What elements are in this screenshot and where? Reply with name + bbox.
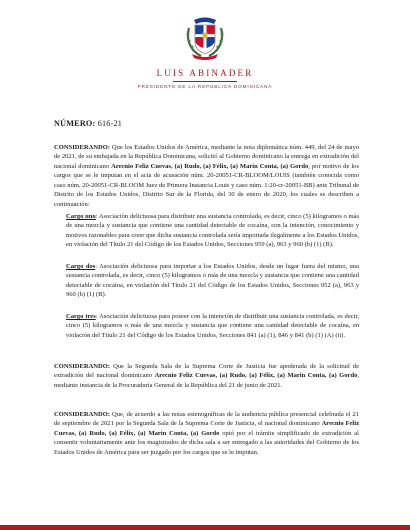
considerando-1-lead: CONSIDERANDO: (54, 144, 111, 151)
considerando-1-person: Arecnio Feliz Cuevas, (a) Rudo, (a) Félix, (a) Marin Conta, (a) Gordo (111, 162, 309, 170)
considerando-3-text-b: optó por el trámite simplificado de extradición al consentir voluntariamente ante los magistrados de dicha sala a ser entregado a las autoridades del Gobierno de los Estados Unidos de América para ser juzgado por los cargos que se le imputan. (54, 429, 359, 456)
considerando-3-lead: CONSIDERANDO: (54, 411, 111, 418)
considerando-1-text-a: Que los Estados Unidos de América, mediante la nota diplomática núm. 449, del 24 de mayo de 2021, de su embajada en la República Dominicana, solicitó al Gobierno dominicano la entrega en extradición del nacional dominicano (54, 144, 359, 170)
considerando-2-person: Arecnio Feliz Cuevas, (a) Rudo, (a) Félix, (a) Marin Conta, (a) Gordo (154, 372, 358, 380)
decree-number-value: 616-21 (97, 119, 123, 128)
considerando-2-text-b: , mediante instancia de la Procuraduría General de la República del 21 de junio de 2021. (54, 372, 359, 389)
header-name: LUIS ABINADER (156, 68, 254, 78)
considerando-3-text-a: Que, de acuerdo a las notas estenográficas de la audiencia pública presencial celebrada el 21 de septiembre de 2021 por la Segunda Sala de la Suprema Corte de Justicia, el nacional dominicano (54, 411, 359, 428)
coat-of-arms-icon (183, 14, 227, 62)
charge-one-text: : Asociación delictuosa para distribuir una sustancia controlada, es decir, cinco (5) kilogramos o más de una mezcla y sustancia que contiene una cantidad detectable de cocaína, con la intención, conocimiento y motivos razonables para creer que dicha sustancia controlada sería importada ilegalmente a los Estados Unidos, en violación del Título 21 del Código de los Estados Unidos, Secciones 959 (a), 963 y 960 (b) (1) (B). (66, 213, 360, 249)
considerando-1 (54, 143, 359, 209)
charge-two-label: Cargo dos (66, 263, 96, 270)
considerando-2-text-a: Que la Segunda Sala de la Suprema Corte de Justicia fue apoderada de la solicitud de extradición del nacional dominicano (54, 363, 359, 380)
header-divider (173, 81, 237, 82)
considerando-2 (54, 362, 359, 390)
charge-one (66, 212, 359, 250)
decree-number (54, 119, 122, 128)
charge-three (66, 312, 359, 340)
considerando-1-text-b: , por motivo de los cargos que se le imputan en el acta de acusación núm. 20-20051-CR-BLOOM/LOUIS (también conocida como caso núm. 20-20051-CR-BLOOM Juez de Primera Instancia Louis y caso núm. 1:20-cr-20051-BB) ante Tribunal de Distrito de los Estados Unidos, Distrito Sur de la Florida, del 30 de enero de 2020, los cuales se describen a continuación: (54, 162, 360, 208)
decree-number-label: NÚMERO: (54, 119, 96, 128)
charge-three-text: : Asociación delictuosa para poseer con la intención de distribuir una sustancia controlada, es decir, cinco (5) kilogramos o más de una mezcla y sustancia que contiene una cantidad detectable de cocaína, en violación del Título 21 del Código de los Estados Unidos, Secciones 841 (a) (1), 846 y 841 (b) (1) (A) (ii). (66, 313, 359, 339)
charge-three-label: Cargo tres (66, 313, 96, 320)
considerando-2-lead: CONSIDERANDO: (54, 363, 111, 370)
charge-two (66, 262, 359, 300)
considerando-3-person: Arecnio Feliz Cuevas, (a) Rudo, (a) Félix, (a) Marin Conta, (a) Gordo (54, 420, 359, 437)
footer-accent-bar (0, 525, 410, 530)
header-subtitle: PRESIDENTE DE LA REPÚBLICA DOMINICANA (137, 84, 273, 89)
charge-two-text: : Asociación delictuosa para importar a los Estados Unidos, desde un lugar fuera del mismo, una sustancia controlada, es decir, cinco (5) kilogramos o más de una mezcla y sustancia que contiene una cantidad detectable de cocaína, en violación del Título 21 del Código de los Estados Unidos, Secciones 952 (a), 963 y 960 (b) (1) (B). (66, 263, 359, 299)
considerando-3 (54, 410, 359, 457)
charge-one-label: Cargo uno (66, 213, 96, 220)
